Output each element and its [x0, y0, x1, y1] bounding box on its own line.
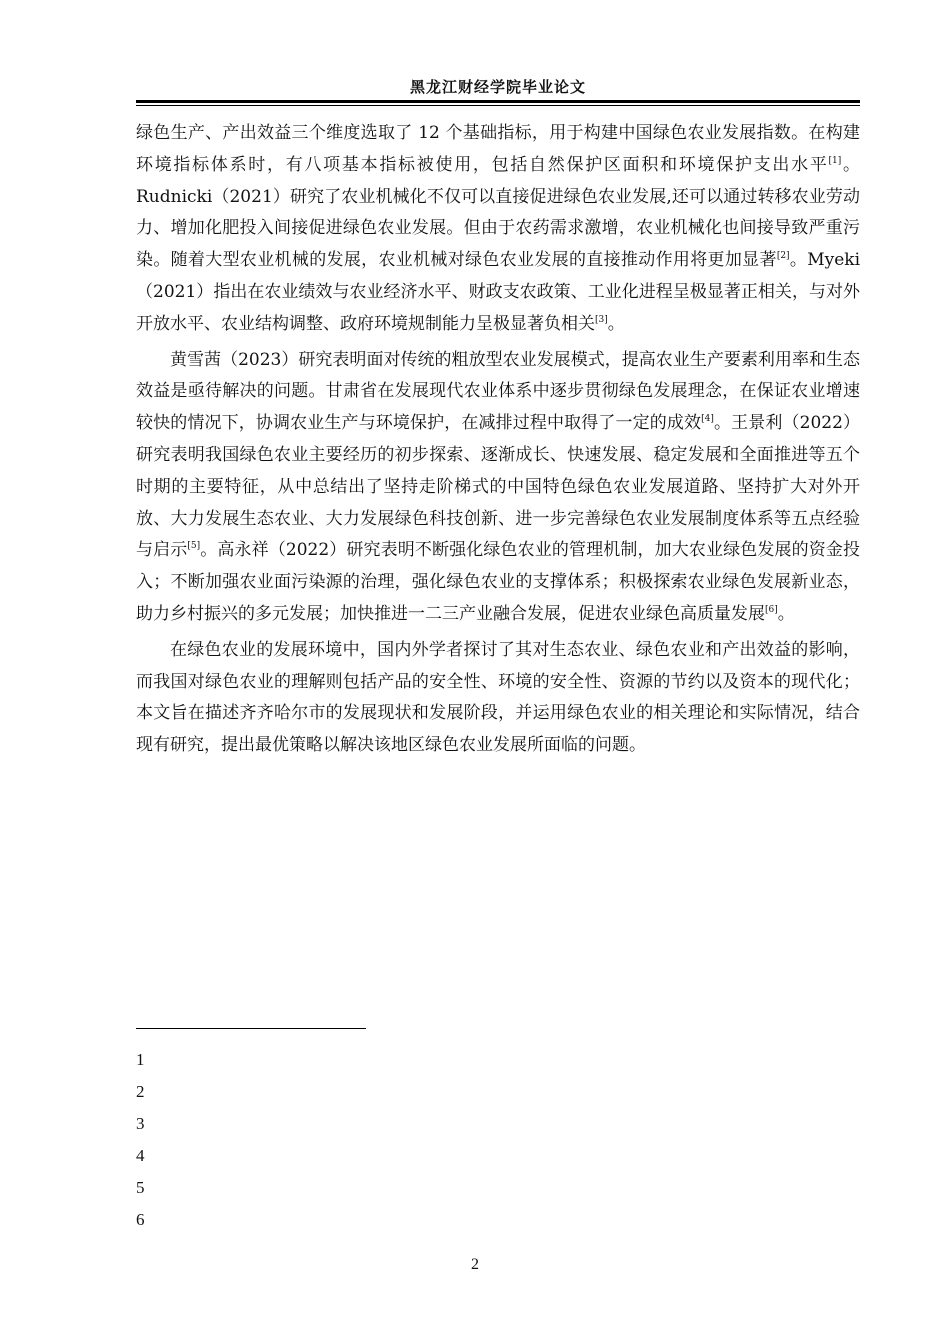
footnotes-list	[136, 1044, 145, 1236]
text-run: 。王景利（2022）研究表明我国绿色农业主要经历的初步探索、逐渐成长、快速发展、稳定发展和全面推进等五个时期的主要特征，从中总结出了坚持走阶梯式的中国特色绿色农业发展道路、坚持扩大对外开放、大力发展生态农业、大力发展绿色科技创新、进一步完善绿色农业发展制度体系等五点经验与启示	[136, 413, 861, 561]
text-run: 。	[777, 603, 795, 624]
page-header-title: 黑龙江财经学院毕业论文	[409, 78, 586, 96]
citation-ref[interactable]: [5]	[187, 541, 201, 552]
footnote-item: 5	[136, 1178, 145, 1197]
text-run: 。Myeki（2021）指出在农业绩效与农业经济水平、财政支农政策、工业化进程呈极显著正相关，与对外开放水平、农业结构调整、政府环境规制能力呈极显著负相关	[136, 250, 861, 334]
footnote-item: 4	[136, 1146, 145, 1165]
paragraph-3	[136, 635, 860, 762]
body-text	[136, 118, 860, 766]
paragraph-1	[136, 118, 860, 341]
text-run: 绿色生产、产出效益三个维度选取了 12 个基础指标，用于构建中国绿色农业发展指数。在构建环境指标体系时，有八项基本指标被使用，包括自然保护区面积和环境保护支出水平	[136, 123, 860, 175]
footnote-separator	[136, 1028, 366, 1029]
footnote-item: 1	[136, 1050, 145, 1069]
text-run: 。高永祥（2022）研究表明不断强化绿色农业的管理机制，加大农业绿色发展的资金投入；不断加强农业面污染源的治理，强化绿色农业的支撑体系；积极探索农业绿色发展新业态，助力乡村振兴的多元发展；加快推进一二三产业融合发展，促进农业绿色高质量发展	[136, 540, 860, 624]
footnote-item: 6	[136, 1210, 145, 1229]
citation-ref[interactable]: [1]	[828, 155, 842, 166]
text-run: 。Rudnicki（2021）研究了农业机械化不仅可以直接促进绿色农业发展,还可以通过转移农业劳动力、增加化肥投入间接促进绿色农业发展。但由于农药需求激增，农业机械化也间接导致严重污染。随着大型农业机械的发展，农业机械对绿色农业发展的直接推动作用将更加显著	[136, 154, 860, 271]
citation-ref[interactable]: [2]	[776, 251, 790, 262]
header-rule-thick	[136, 100, 860, 103]
text-run: 。	[607, 313, 625, 334]
footnote-item: 2	[136, 1082, 145, 1101]
page-number: 2	[471, 1256, 479, 1273]
footnote-item: 3	[136, 1114, 145, 1133]
paragraph-2	[136, 345, 860, 631]
citation-ref[interactable]: [3]	[595, 314, 608, 325]
citation-ref[interactable]: [6]	[765, 604, 778, 615]
header-rule-thin	[136, 105, 860, 106]
text-run: 黄雪茜（2023）研究表明面对传统的粗放型农业发展模式，提高农业生产要素利用率和生态效益是亟待解决的问题。甘肃省在发展现代农业体系中逐步贯彻绿色发展理念，在保证农业增速较快的情况下，协调农业生产与环境保护，在减排过程中取得了一定的成效	[136, 349, 860, 434]
text-run: 在绿色农业的发展环境中，国内外学者探讨了其对生态农业、绿色农业和产出效益的影响，而我国对绿色农业的理解则包括产品的安全性、环境的安全性、资源的节约以及资本的现代化；本文旨在描述齐齐哈尔市的发展现状和发展阶段，并运用绿色农业的相关理论和实际情况，结合现有研究，提出最优策略以解决该地区绿色农业发展所面临的问题。	[136, 639, 860, 756]
citation-ref[interactable]: [4]	[701, 414, 714, 425]
